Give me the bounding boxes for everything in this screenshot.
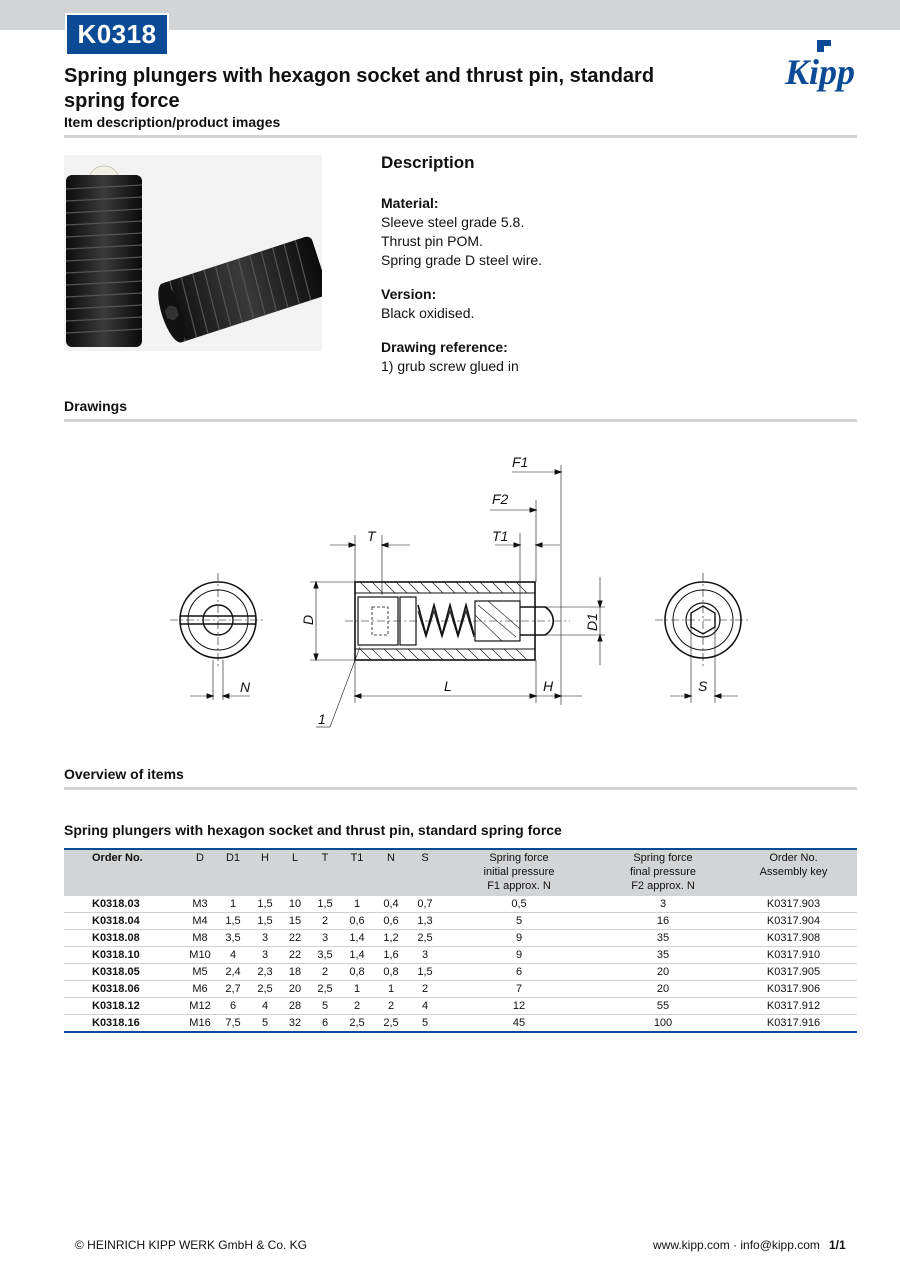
cell-d1: 1 [216, 896, 250, 913]
cell-order: K0318.16 [64, 1015, 184, 1033]
cell-f1: 0,5 [442, 896, 596, 913]
reference-label-1: 1 [318, 711, 326, 727]
description-block [381, 153, 801, 391]
cell-order: K0318.06 [64, 981, 184, 998]
product-image [64, 155, 322, 351]
cell-f1: 9 [442, 947, 596, 964]
cell-t: 2,5 [310, 981, 340, 998]
dim-label-D: D [300, 614, 316, 625]
cell-t: 2 [310, 964, 340, 981]
table-row [64, 896, 857, 913]
version-label: Version: [381, 286, 437, 302]
cell-d1: 7,5 [216, 1015, 250, 1033]
cell-d1: 2,4 [216, 964, 250, 981]
footer-contact: www.kipp.com · info@kipp.com [653, 1238, 820, 1252]
cell-f2: 100 [596, 1015, 730, 1033]
cell-l: 20 [280, 981, 310, 998]
cell-h: 1,5 [250, 896, 280, 913]
cell-f1: 5 [442, 913, 596, 930]
dim-label-S: S [698, 678, 708, 694]
cell-s: 2 [408, 981, 442, 998]
cell-key: K0317.910 [730, 947, 857, 964]
cell-n: 0,6 [374, 913, 408, 930]
cell-l: 18 [280, 964, 310, 981]
cell-d: M10 [184, 947, 216, 964]
cell-s: 3 [408, 947, 442, 964]
cell-n: 2,5 [374, 1015, 408, 1033]
dim-label-N: N [240, 679, 251, 695]
material-line: Thrust pin POM. [381, 233, 483, 249]
cell-l: 32 [280, 1015, 310, 1033]
cell-h: 5 [250, 1015, 280, 1033]
drawing-reference-text: 1) grub screw glued in [381, 358, 519, 374]
cell-n: 0,8 [374, 964, 408, 981]
cell-order: K0318.08 [64, 930, 184, 947]
technical-drawing [150, 445, 770, 735]
col-D: D [184, 849, 216, 896]
cell-order: K0318.10 [64, 947, 184, 964]
table-row [64, 964, 857, 981]
cell-key: K0317.905 [730, 964, 857, 981]
cell-d: M8 [184, 930, 216, 947]
table-row [64, 930, 857, 947]
table-row [64, 998, 857, 1015]
cell-l: 22 [280, 947, 310, 964]
cell-d1: 2,7 [216, 981, 250, 998]
version-text: Black oxidised. [381, 305, 475, 321]
cell-l: 15 [280, 913, 310, 930]
cell-f2: 3 [596, 896, 730, 913]
dim-label-T: T [367, 528, 376, 544]
cell-n: 0,4 [374, 896, 408, 913]
dim-label-F1: F1 [512, 454, 529, 470]
material-line: Spring grade D steel wire. [381, 252, 543, 268]
cell-t1: 1,4 [340, 930, 374, 947]
cell-t: 3 [310, 930, 340, 947]
col-D1: D1 [216, 849, 250, 896]
cell-h: 3 [250, 947, 280, 964]
cell-f2: 55 [596, 998, 730, 1015]
cell-s: 5 [408, 1015, 442, 1033]
cell-f2: 16 [596, 913, 730, 930]
drawings-divider [64, 419, 857, 422]
page-title: Spring plungers with hexagon socket and thrust pin, standard spring force [64, 65, 655, 112]
cell-t: 5 [310, 998, 340, 1015]
cell-d: M4 [184, 913, 216, 930]
cell-n: 1 [374, 981, 408, 998]
drawings-section-label: Drawings [64, 398, 128, 414]
cell-d1: 1,5 [216, 913, 250, 930]
section-view [345, 582, 570, 660]
cell-f1: 6 [442, 964, 596, 981]
cell-f2: 35 [596, 930, 730, 947]
cell-order: K0318.05 [64, 964, 184, 981]
cell-f1: 7 [442, 981, 596, 998]
cell-s: 2,5 [408, 930, 442, 947]
cell-d1: 3,5 [216, 930, 250, 947]
cell-h: 3 [250, 930, 280, 947]
table-row [64, 947, 857, 964]
footer-page-number: 1/1 [829, 1238, 846, 1252]
dim-label-H: H [543, 678, 554, 694]
table-title: Spring plungers with hexagon socket and thrust pin, standard spring force [64, 822, 562, 838]
cell-key: K0317.912 [730, 998, 857, 1015]
cell-t: 6 [310, 1015, 340, 1033]
cell-h: 2,3 [250, 964, 280, 981]
col-N: N [374, 849, 408, 896]
col-spring-force-final: Spring force final pressure F2 approx. N [596, 849, 730, 896]
cell-key: K0317.904 [730, 913, 857, 930]
cell-d1: 6 [216, 998, 250, 1015]
cell-t: 2 [310, 913, 340, 930]
table-row [64, 1015, 857, 1033]
cell-h: 2,5 [250, 981, 280, 998]
cell-t: 3,5 [310, 947, 340, 964]
col-spring-force-initial: Spring force initial pressure F1 approx. N [442, 849, 596, 896]
page-subtitle: Item description/product images [64, 114, 281, 130]
cell-d1: 4 [216, 947, 250, 964]
cell-l: 10 [280, 896, 310, 913]
cell-s: 1,3 [408, 913, 442, 930]
cell-t: 1,5 [310, 896, 340, 913]
description-heading: Description [381, 153, 475, 172]
cell-order: K0318.03 [64, 896, 184, 913]
product-code-badge: K0318 [65, 13, 169, 56]
col-T: T [310, 849, 340, 896]
table-row [64, 981, 857, 998]
dim-label-L: L [444, 678, 452, 694]
col-H: H [250, 849, 280, 896]
cell-t1: 1,4 [340, 947, 374, 964]
items-table [64, 848, 857, 1033]
cell-t1: 0,8 [340, 964, 374, 981]
overview-section-label: Overview of items [64, 766, 184, 782]
header-divider [64, 135, 857, 138]
cell-d: M16 [184, 1015, 216, 1033]
cell-n: 2 [374, 998, 408, 1015]
cell-f1: 45 [442, 1015, 596, 1033]
col-S: S [408, 849, 442, 896]
cell-h: 1,5 [250, 913, 280, 930]
kipp-logo-text: Kipp [785, 52, 856, 92]
col-L: L [280, 849, 310, 896]
cell-s: 4 [408, 998, 442, 1015]
cell-key: K0317.916 [730, 1015, 857, 1033]
cell-f2: 20 [596, 964, 730, 981]
cell-f2: 35 [596, 947, 730, 964]
overview-divider [64, 787, 857, 790]
front-view-slot [170, 573, 266, 700]
cell-d: M6 [184, 981, 216, 998]
cell-f1: 12 [442, 998, 596, 1015]
cell-f1: 9 [442, 930, 596, 947]
col-T1: T1 [340, 849, 374, 896]
col-order-no: Order No. [64, 849, 184, 896]
footer-copyright: © HEINRICH KIPP WERK GmbH & Co. KG [75, 1238, 307, 1252]
dim-label-F2: F2 [492, 491, 509, 507]
col-assembly-key: Order No. Assembly key [730, 849, 857, 896]
table-row [64, 913, 857, 930]
cell-order: K0318.04 [64, 913, 184, 930]
cell-d: M3 [184, 896, 216, 913]
cell-key: K0317.908 [730, 930, 857, 947]
cell-l: 28 [280, 998, 310, 1015]
cell-d: M12 [184, 998, 216, 1015]
cell-key: K0317.903 [730, 896, 857, 913]
cell-s: 1,5 [408, 964, 442, 981]
material-line: Sleeve steel grade 5.8. [381, 214, 525, 230]
dim-label-T1: T1 [492, 528, 509, 544]
dim-label-D1: D1 [584, 613, 600, 631]
cell-f2: 20 [596, 981, 730, 998]
cell-t1: 2 [340, 998, 374, 1015]
cell-h: 4 [250, 998, 280, 1015]
cell-l: 22 [280, 930, 310, 947]
cell-n: 1,2 [374, 930, 408, 947]
material-label: Material: [381, 195, 439, 211]
kipp-logo [783, 38, 859, 92]
cell-t1: 0,6 [340, 913, 374, 930]
cell-s: 0,7 [408, 896, 442, 913]
cell-n: 1,6 [374, 947, 408, 964]
drawing-reference-label: Drawing reference: [381, 339, 508, 355]
table-header-row [64, 849, 857, 896]
cell-t1: 2,5 [340, 1015, 374, 1033]
cell-t1: 1 [340, 981, 374, 998]
cell-key: K0317.906 [730, 981, 857, 998]
cell-t1: 1 [340, 896, 374, 913]
cell-d: M5 [184, 964, 216, 981]
cell-order: K0318.12 [64, 998, 184, 1015]
